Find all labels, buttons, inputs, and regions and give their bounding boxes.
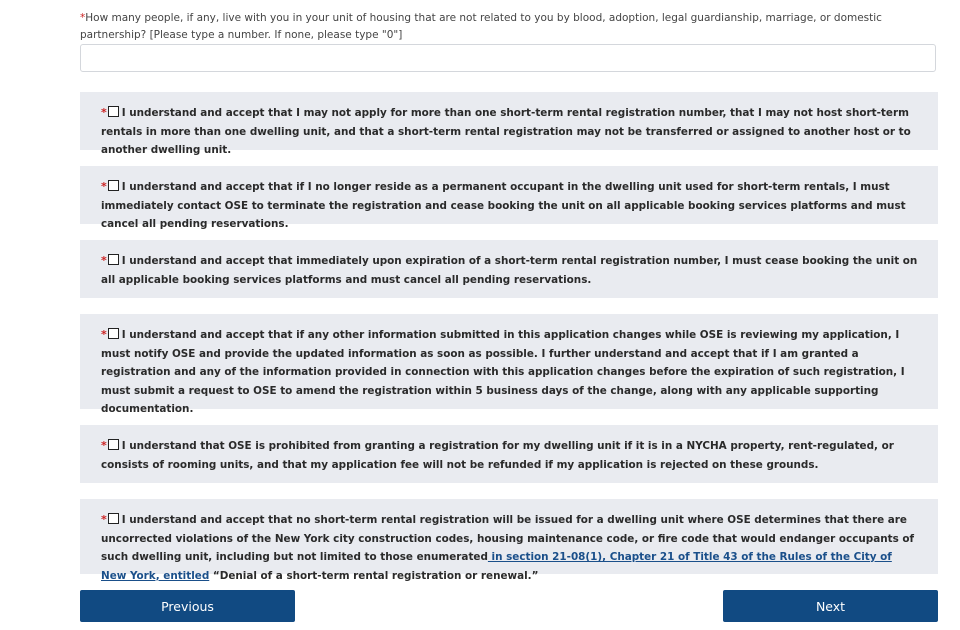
- acknowledgment-text: I understand and accept that no short-term rental registration will be issued for a dwelling unit where OSE determines that there are uncorrected violations of the New York city construction codes, housing maintenance code, or fire code that would endanger occupants of such dwelling unit, including but not limited to those enumerated: [101, 514, 915, 563]
- acknowledgment-checkbox[interactable]: [108, 254, 119, 265]
- next-button[interactable]: Next: [723, 590, 938, 622]
- acknowledgment-text: I understand and accept that if any other information submitted in this application changes while OSE is reviewing my application, I must notify OSE and provide the updated information as soon as possible. I further understand and accept that if I am granted a registration and any of the information provided in connection with this application changes before the expiration of such registration, I must submit a request to OSE to amend the registration within 5 business days of the change, along with any applicable supporting documentation.: [101, 329, 905, 415]
- acknowledgment-text-tail: “Denial of a short-term rental registration or renewal.”: [209, 569, 539, 582]
- acknowledgment-box: [80, 425, 938, 483]
- required-asterisk: *: [101, 513, 107, 526]
- acknowledgment-box: [80, 166, 938, 230]
- acknowledgment-checkbox[interactable]: [108, 328, 119, 339]
- acknowledgment-checkbox[interactable]: [108, 513, 119, 524]
- acknowledgment-checkbox[interactable]: [108, 439, 119, 450]
- acknowledgment-box: [80, 499, 938, 582]
- acknowledgment-text: I understand and accept that if I no longer reside as a permanent occupant in the dwelling unit used for short-term rentals, I must immediately contact OSE to terminate the registration and cease booking the unit on all applicable booking services platforms and must cancel all pending reservations.: [101, 181, 906, 230]
- required-asterisk: *: [101, 328, 107, 341]
- household-count-input[interactable]: [80, 44, 936, 72]
- acknowledgment-text: I understand that OSE is prohibited from granting a registration for my dwelling unit if it is in a NYCHA property, rent-regulated, or consists of rooming units, and that my application fee will not be refunded if my application is rejected on these grounds.: [101, 440, 894, 471]
- previous-button[interactable]: Previous: [80, 590, 295, 622]
- required-asterisk: *: [80, 12, 86, 24]
- acknowledgment-box: [80, 314, 938, 415]
- required-asterisk: *: [101, 439, 107, 452]
- acknowledgment-box: [80, 92, 938, 156]
- required-asterisk: *: [101, 254, 107, 267]
- acknowledgment-checkbox[interactable]: [108, 180, 119, 191]
- required-asterisk: *: [101, 180, 107, 193]
- acknowledgment-text: I understand and accept that immediately upon expiration of a short-term rental registration number, I must cease booking the unit on all applicable booking services platforms and must cancel all pending reservations.: [101, 255, 918, 286]
- acknowledgment-text: I understand and accept that I may not apply for more than one short-term rental registration number, that I may not host short-term rentals in more than one dwelling unit, and that a short-term rental registration may not be transferred or assigned to another host or to another dwelling unit.: [101, 107, 911, 156]
- rules-link[interactable]: in section 21-08(1), Chapter 21 of Title 43 of the Rules of the City of New York, entitled: [101, 551, 892, 582]
- question-text: How many people, if any, live with you in your unit of housing that are not related to you by blood, adoption, legal guardianship, marriage, or domestic partnership? [Please type a number. If none, please type "0"]: [80, 12, 882, 41]
- acknowledgment-checkbox[interactable]: [108, 106, 119, 117]
- question-label: [80, 10, 920, 44]
- acknowledgment-box: [80, 240, 938, 298]
- required-asterisk: *: [101, 106, 107, 119]
